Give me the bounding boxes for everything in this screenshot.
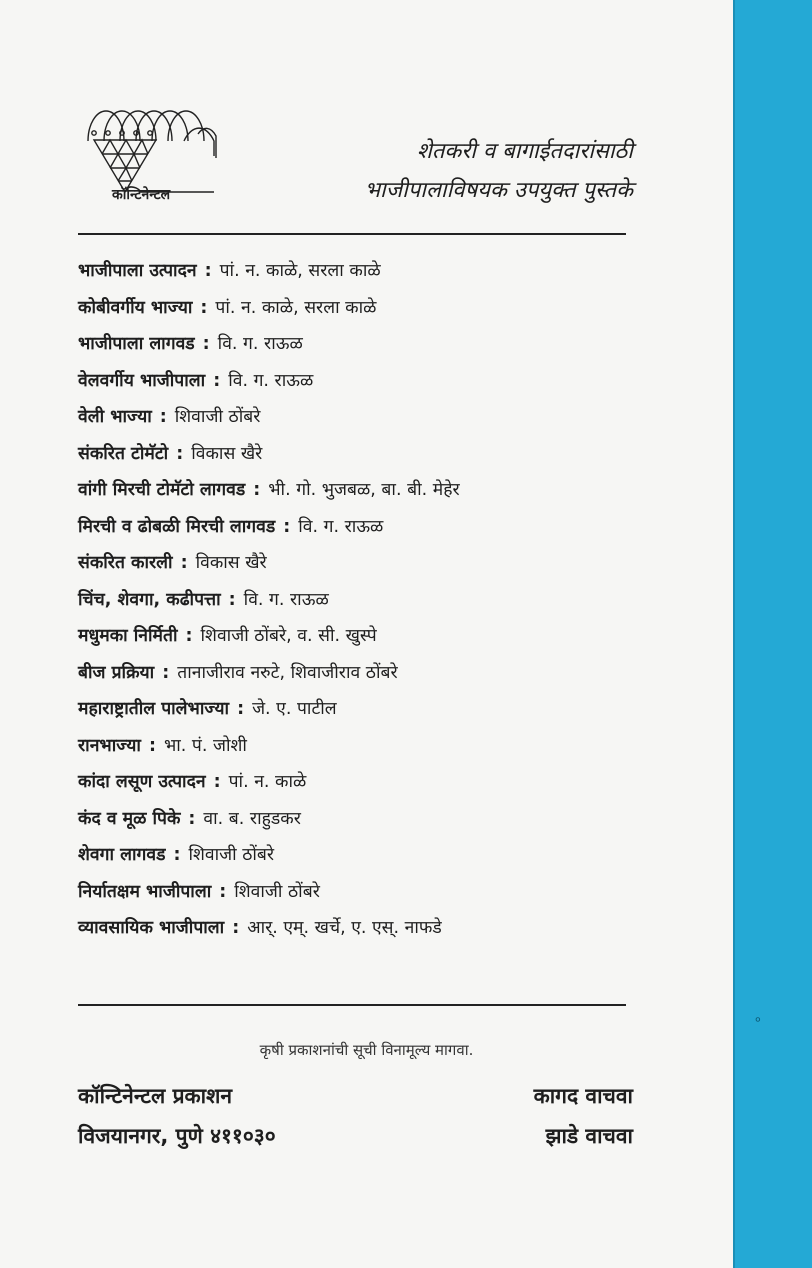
title-author-separator: : [213, 772, 221, 792]
book-entry [78, 732, 638, 769]
title-author-separator: : [237, 699, 245, 719]
book-title: कंद व मूळ पिके [78, 808, 181, 829]
book-title: महाराष्ट्रातील पालेभाज्या [78, 699, 230, 719]
slogan-save-trees: झाडे वाचवा [545, 1124, 633, 1148]
book-entry [78, 513, 638, 550]
book-title: कोबीवर्गीय भाज्या [78, 297, 193, 318]
book-author: शिवाजी ठोंबरे, व. सी. खुस्पे [200, 626, 377, 646]
title-author-separator: : [228, 589, 236, 610]
book-list [78, 257, 638, 951]
book-author: वि. ग. राऊळ [217, 334, 303, 354]
top-divider [78, 233, 626, 235]
book-author: शिवाजी ठोंबरे [234, 881, 320, 902]
title-author-separator: : [202, 334, 210, 354]
title-author-separator: : [253, 480, 261, 500]
book-entry [78, 330, 638, 367]
book-entry [78, 659, 638, 696]
title-author-separator: : [213, 370, 221, 391]
title-author-separator: : [232, 918, 240, 938]
bottom-divider [78, 1004, 626, 1006]
book-title: भाजीपाला लागवड [78, 334, 195, 354]
spine-mark: ० [755, 1013, 761, 1026]
book-entry [78, 403, 638, 440]
book-entry [78, 294, 638, 331]
book-entry [78, 257, 638, 294]
book-author: भा. पं. जोशी [163, 735, 247, 756]
book-author: पां. न. काळे, सरला काळे [215, 297, 377, 318]
book-author: वि. ग. राऊळ [228, 370, 314, 391]
book-entry [78, 476, 638, 513]
book-entry [78, 440, 638, 477]
catalog-note: कृषी प्रकाशनांची सूची विनामूल्य मागवा. [259, 1041, 474, 1059]
book-author: शिवाजी ठोंबरे [188, 845, 275, 865]
book-author: शिवाजी ठोंबरे [174, 407, 261, 427]
header-line-1: शेतकरी व बागाईतदारांसाठी [416, 139, 633, 164]
book-title: व्यावसायिक भाजीपाला [78, 918, 225, 938]
book-entry [78, 549, 638, 586]
book-entry [78, 622, 638, 659]
book-title: बीज प्रक्रिया [78, 662, 155, 683]
book-title: मधुमका निर्मिती [78, 626, 178, 646]
book-title: मिरची व ढोबळी मिरची लागवड [78, 516, 276, 537]
title-author-separator: : [219, 881, 227, 902]
book-author: विकास खैरे [191, 443, 263, 464]
book-author: विकास खैरे [195, 553, 267, 573]
book-title: वांगी मिरची टोमॅटो लागवड [78, 480, 246, 500]
title-author-separator: : [180, 553, 188, 573]
book-title: संकरित टोमॅटो [78, 443, 169, 464]
book-title: संकरित कारली [78, 553, 173, 573]
title-author-separator: : [159, 407, 167, 427]
title-author-separator: : [188, 808, 196, 829]
publisher-name: कॉन्टिनेन्टल प्रकाशन [78, 1084, 233, 1108]
book-author: तानाजीराव नरुटे, शिवाजीराव ठोंबरे [177, 662, 398, 683]
title-author-separator: : [162, 662, 170, 683]
book-author: भी. गो. भुजबळ, बा. बी. मेहेर [268, 480, 460, 500]
book-entry [78, 878, 638, 915]
book-title: वेलवर्गीय भाजीपाला [78, 370, 206, 391]
slogan-save-paper: कागद वाचवा [533, 1084, 633, 1108]
title-author-separator: : [204, 261, 212, 281]
title-author-separator: : [148, 735, 156, 756]
book-entry [78, 805, 638, 842]
book-author: वा. ब. राहुडकर [203, 808, 301, 829]
title-author-separator: : [173, 845, 181, 865]
book-entry [78, 768, 638, 805]
book-title: वेली भाज्या [78, 407, 152, 427]
title-author-separator: : [200, 297, 208, 318]
book-author: वि. ग. राऊळ [243, 589, 329, 610]
book-title: चिंच, शेवगा, कढीपत्ता [78, 589, 221, 610]
book-author: वि. ग. राऊळ [298, 516, 384, 537]
title-author-separator: : [176, 443, 184, 464]
book-entry [78, 586, 638, 623]
book-title: कांदा लसूण उत्पादन [78, 772, 206, 792]
book-author: आर्. एम्. खर्चे, ए. एस्. नाफडे [247, 918, 442, 938]
publisher-logo-text: कॉन्टिनेन्टल [112, 187, 171, 203]
book-title: निर्यातक्षम भाजीपाला [78, 881, 212, 902]
title-author-separator: : [185, 626, 193, 646]
book-title: शेवगा लागवड [78, 845, 166, 865]
book-title: रानभाज्या [78, 735, 141, 756]
publisher-address: विजयानगर, पुणे ४११०३० [78, 1124, 276, 1148]
book-author: पां. न. काळे, सरला काळे [219, 261, 381, 281]
cover-spine [733, 0, 812, 1268]
book-entry [78, 914, 638, 951]
book-author: जे. ए. पाटील [252, 699, 337, 719]
book-entry [78, 695, 638, 732]
header-line-2: भाजीपालाविषयक उपयुक्त पुस्तके [364, 178, 633, 203]
book-title: भाजीपाला उत्पादन [78, 261, 197, 281]
title-author-separator: : [283, 516, 291, 537]
book-entry [78, 841, 638, 878]
book-entry [78, 367, 638, 404]
book-author: पां. न. काळे [228, 772, 307, 792]
